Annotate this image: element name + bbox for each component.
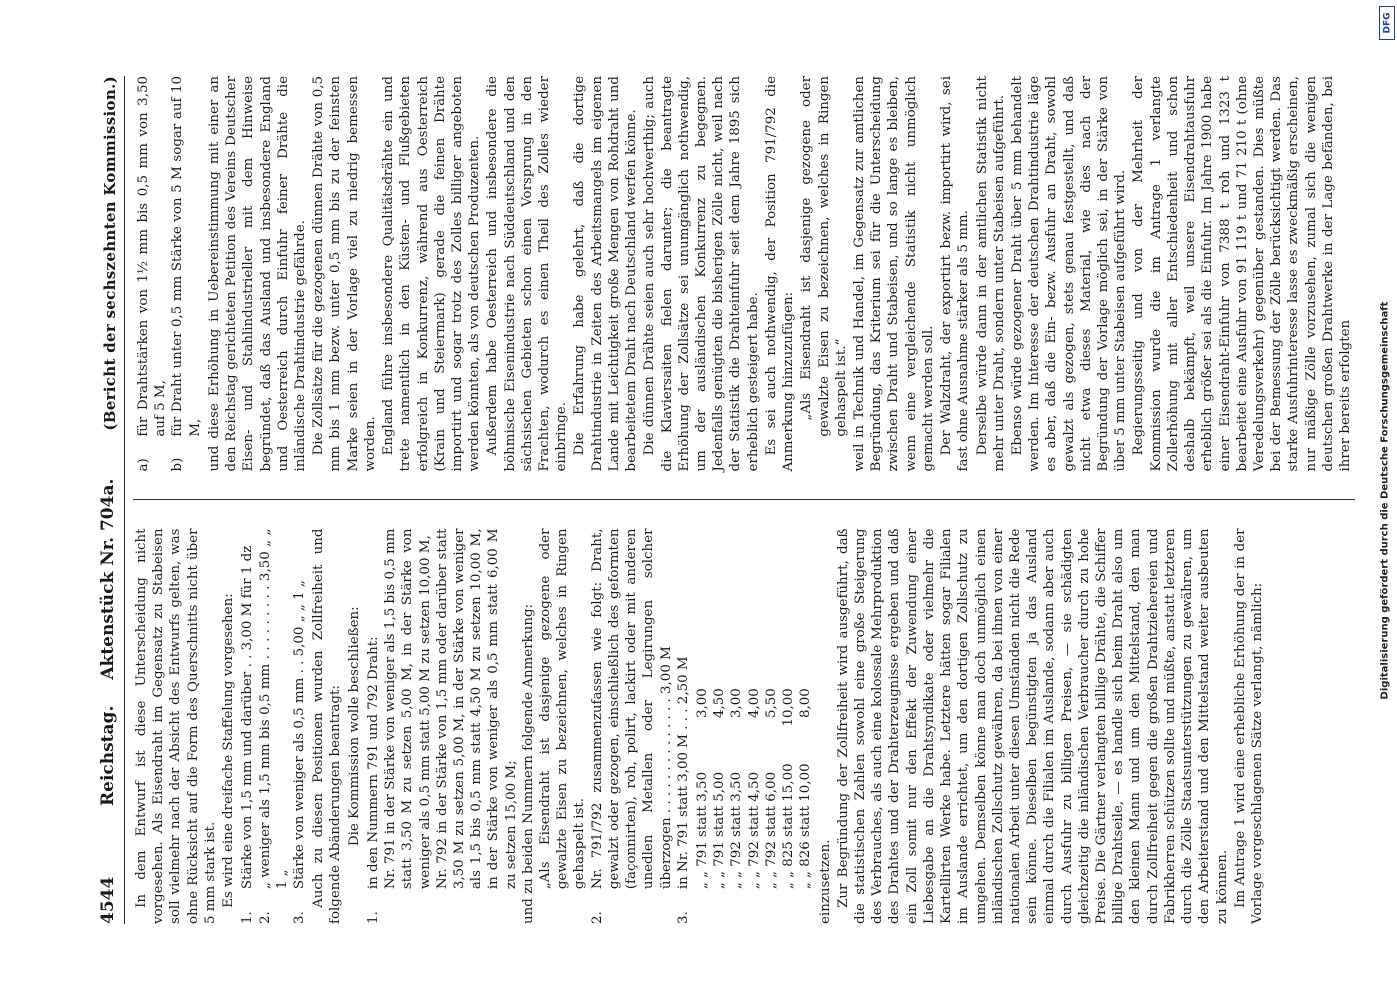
list-text: und zu beiden Nummern folgende Anmerkung:	[520, 603, 536, 924]
page-number: 4544	[98, 876, 119, 924]
table-cell: „ „ 826 statt 10,00	[798, 763, 814, 890]
paragraph: England führe insbesondere Qualitätsdrähte ein und trete namentlich in den Küsten- und Flußgebieten erfolgreich in Konkurrenz, während aus Oesterreich (Krain und Steiermark) gerade die feinen Drähte importirt und sogar trotz des Zolles billiger angeboten werden könnten, als von deutschen Produzenten.	[381, 76, 483, 472]
list-text: in Nr. 791 statt 3,00 M . . . 2,50 M	[675, 656, 691, 890]
header-left: Reichstag.	[98, 705, 119, 806]
table-cell: 8,00	[798, 688, 814, 719]
list-item	[434, 529, 520, 925]
table-cell: 3,00	[695, 688, 710, 719]
paragraph: Es wird eine dreifache Staffelung vorgesehen:	[221, 593, 237, 908]
column-divider	[133, 500, 1355, 501]
table-cell: „ „ 792 statt 3,50	[729, 771, 745, 890]
list-item	[589, 529, 675, 925]
list-text: Stärke von weniger als 0,5 mm . . 5,00 „ „ 1 „	[291, 580, 307, 890]
list-label: 3.	[675, 911, 691, 924]
list-label: 1.	[365, 911, 381, 924]
digitization-note-text: Digitalisierung gefördert durch die Deutsche Forschungsgemeinschaft	[1379, 301, 1391, 699]
list-item	[169, 76, 203, 472]
list-item	[365, 529, 382, 925]
list-item	[257, 529, 291, 925]
table-row	[694, 529, 711, 890]
table-cell: „ „ 825 statt 15,00	[781, 763, 797, 890]
header-right: (Bericht der sechszehnten Kommission.)	[100, 76, 119, 431]
right-column	[133, 76, 1355, 472]
table-cell: „ „ 792 statt 6,00	[763, 771, 779, 890]
paragraph: Außerdem habe Oesterreich und insbesondere die böhmische Eisenindustrie nach Süddeutschland und den sächsischen Gebieten schon einen Vorsprung in den Frachten, wodurch es einen Theil des Zolles wieder einbringe.	[485, 76, 570, 472]
table-cell: 5,50	[763, 688, 779, 719]
list-text: Stärke von 1,5 mm und darüber . . 3,00 M für 1 dz	[240, 545, 256, 890]
paragraph: Die Erfahrung habe gelehrt, daß die dortige Drahtindustrie in Zeiten des Arbeitsmangels im eigenen Lande mit Leichtigkeit große Mengen von Rohdraht und bearbeitetem Draht nach Deutschland werfen könne.	[572, 76, 640, 472]
list-label: 3.	[291, 911, 307, 924]
list-item	[291, 529, 308, 925]
list-label: 2.	[257, 911, 273, 924]
dfg-label: DFG	[1382, 12, 1393, 34]
digitization-note	[1377, 10, 1393, 990]
table-cell: 4,00	[746, 688, 762, 719]
table-cell: 10,00	[781, 688, 797, 727]
paragraph: Es sei auch nothwendig, der Position 791/792 die Anmerkung hinzuzufügen:	[763, 76, 797, 472]
table-cell: „ „ 791 statt 5,00	[712, 771, 728, 890]
table-row	[797, 529, 814, 890]
tariff-table	[694, 529, 815, 925]
staffelung-list	[239, 529, 308, 925]
list-text: Nr. 791 in der Stärke von weniger als 1,5 bis 0,5 mm statt 3,50 M zu setzen 5,00 M, in der Stärke von weniger als 0,5 mm statt 5,00 M zu setzen 10,00 M,	[383, 528, 433, 890]
text-columns	[133, 76, 1355, 924]
header-title	[98, 479, 120, 806]
paragraph: und diese Erhöhung in Uebereinstimmung mit einer an den Reichstag gerichteten Petition des Vereins Deutscher Eisen- und Stahlindustrieller mit dem Hinweise begründet, daß das Ausland und insbesondere England und Oesterreich durch Einfuhr feiner Drähte die inländische Drahtindustrie gefährde.	[206, 76, 308, 472]
table-row	[780, 529, 797, 890]
paragraph: Auch zu diesen Positionen wurden Zollfreiheit und folgende Abänderungen beantragt:	[311, 528, 344, 924]
table-row	[763, 529, 780, 890]
list-text: Nr. 791/792 zusammenzufassen wie folgt: Draht, gewalzt oder gezogen, einschließlich des geformten (façonnirten), roh, polirt, lackirt oder mit anderen unedlen Metallen oder Legirungen solcher überzogen . . . . . . . . . . . . . . 3,00 M	[589, 528, 674, 890]
list-item	[135, 76, 169, 472]
table-row	[728, 529, 745, 890]
table-cell: „ „ 791 statt 3,50	[695, 771, 710, 890]
table-cell: 3,00	[729, 688, 745, 719]
list-label: 2.	[589, 911, 605, 924]
paragraph: Derselbe würde dann in der amtlichen Statistik nicht mehr unter Draht, sondern unter Stabeisen aufgeführt.	[974, 76, 1007, 472]
list-label: 1.	[240, 911, 256, 924]
paragraph: Zur Begründung der Zollfreiheit wird ausgeführt, daß die statistischen Zahlen sowohl eine große Steigerung des Verbrauches, als auch eine kolossale Mehrproduktion des Drahtes und der Drahterzeugnisse ergeben und daß ein Zoll somit nur den Effekt der Zuwendung einer Liebesgabe an die Drahtsyndikate oder vielmehr die Kartellirten Werke habe. Letztere hätten sogar Filialen im Auslande errichtet, um den dortigen Zollschutz zu umgehen. Demselben könne man doch unmöglich einen inländischen Zollschutz gewähren, da bei ihnen von einer nationalen Arbeit unter diesen Umständen nicht die Rede sein könne. Dieselben begünstigten ja das Ausland einmal durch die Filialen im Auslande, sodann aber auch durch Ausfuhr zu billigen Preisen, — sie schädigten gleichzeitig die inländischen Verbraucher durch zu hohe Preise. Die Gärtner verlangten billige Drähte, die Schiffer billige Drahtseile, — es handle sich beim Draht also um den kleinen Mann und um den Mittelstand, den man durch Zollfreiheit gegen die großen Drahtziehereien und Fabrikherren schützen sollte und müßte, anstatt letzteren durch die Zölle Staatsunterstützungen zu gewähren, um den Arbeiterstand und den Mittelstand weiter ausbeuten zu können.	[835, 528, 1230, 924]
list-label: a)	[136, 458, 151, 472]
list-text: „Als Eisendraht ist dasjenige gezogene oder gewalzte Eisen zu bezeichnen, welches in Ringen gehaspelt ist.	[538, 528, 588, 890]
list-item	[675, 529, 692, 925]
rate-list	[135, 76, 204, 472]
paragraph: Die Kommission wolle beschließen:	[346, 606, 362, 847]
table-row	[746, 529, 763, 890]
list-text: Nr. 792 in der Stärke von 1,5 mm oder darüber statt 3,50 M zu setzen 5,00 M, in der Stärke von weniger als 1,5 bis 0,5 mm statt 4,50 M zu setzen 10,00 M, in der Stärke von weniger als 0,5 mm statt 6,00 M zu setzen 15,00 M;	[434, 528, 519, 890]
list-text: „ weniger als 1,5 mm bis 0,5 mm . . . . . . . . . 3,50 „ „ 1 „	[257, 528, 290, 890]
table-cell: 4,50	[712, 688, 728, 719]
paragraph: einzusetzen.	[817, 839, 833, 924]
paragraph: In dem Entwurf ist diese Unterscheidung nicht vorgesehen. Als Eisendraht im Gegensatz zu Stabeisen soll vielmehr nach der Absicht des Entwurfs gelten, was ohne Rücksicht auf die Form des Querschnitts nicht über 5 mm stark ist.	[134, 528, 218, 924]
list-item	[382, 529, 434, 925]
paragraph: Die dünnen Drähte seien auch sehr hochwerthig; auch die Klaviersaiten fielen darunter; die beantragte Erhöhung der Zollsätze sei unumgänglich nothwendig, um der ausländischen Konkurrenz zu begegnen. Jedenfalls genügten die bisherigen Zölle nicht, weil nach der Statistik die Drahteinfuhr seit dem Jahre 1895 sich erheblich gesteigert habe.	[642, 76, 761, 472]
table-cell: „ „ 792 statt 4,50	[746, 771, 762, 890]
paragraph: weil in Technik und Handel, im Gegensatz zur amtlichen Begründung, das Kriterium sei für die Unterscheidung zwischen Draht und Stabeisen, und so lange es bleiben, wenn eine vergleichende Statistik nicht unmöglich gemacht werden soll.	[851, 76, 936, 472]
paragraph: Ebenso würde gezogener Draht über 5 mm behandelt werden. Im Interesse der deutschen Drahtindustrie läge es aber, daß die Ein- bezw. Ausfuhr an Draht, sowohl gewalzt als gezogen, stets genau festgestellt, und daß nicht etwa dieses Material, wie dies nach der Begründung der Vorlage möglich sei, in der Stärke von über 5 mm unter Stabeisen aufgeführt wird.	[1009, 76, 1129, 472]
left-column	[133, 529, 1355, 925]
antrag-list	[365, 529, 692, 925]
page-header	[86, 76, 125, 924]
list-item	[537, 529, 589, 925]
list-text: für Draht unter 0,5 mm Stärke von 5 M sogar auf 10 M,	[170, 76, 203, 437]
paragraph: „Als Eisendraht ist dasjenige gezogene oder gewalzte Eisen zu bezeichnen, welches in Ringen gehaspelt ist.“	[799, 76, 849, 437]
list-label: b)	[170, 457, 186, 472]
list-text: für Drahtstärken von 1½ mm bis 0,5 mm von 3,50 auf 5 M,	[136, 76, 169, 437]
list-item	[239, 529, 256, 925]
paragraph: Regierungsseitig und von der Mehrheit der Kommission wurde die im Antrage 1 verlangte Zollerhöhung mit aller Entschiedenheit und schon deshalb bekämpft, weil unsere Eisendrahtausfuhr erheblich größer sei als die Einfuhr. Im Jahre 1900 habe einer Eisendraht-Einfuhr von 7388 t roh und 1323 t bearbeitet eine Ausfuhr von 91 119 t und 71 210 t (ohne Veredelungsverkehr) gegenüber gestanden. Dies müßte bei der Bemessung der Zölle berücksichtigt werden. Das starke Ausfuhrinteresse lasse es zweckmäßig erscheinen, nur mäßige Zölle vorzusehen, zumal sich die wenigen deutschen großen Drahtwerke in der Lage befänden, bei ihrer bereits erfolgten	[1131, 76, 1354, 472]
paragraph: Die Zollsätze für die gezogenen dünnen Drähte von 0,5 mm bis 1 mm bezw. unter 0,5 mm bis zu der feinsten Marke seien in der Vorlage viel zu niedrig bemessen worden.	[311, 76, 378, 472]
paragraph: Der Walzdraht, der exportirt bezw. importirt wird, sei fast ohne Ausnahme stärker als 5 mm.	[939, 76, 972, 472]
header-center: Aktenstück Nr. 704a.	[98, 478, 119, 680]
list-text: in den Nummern 791 und 792 Draht:	[365, 636, 381, 890]
paragraph: Im Antrage 1 wird eine erhebliche Erhöhung der in der Vorlage vorgeschlagenen Sätze verlangt, nämlich:	[1232, 528, 1265, 924]
table-row	[711, 529, 728, 890]
list-item	[520, 529, 537, 925]
